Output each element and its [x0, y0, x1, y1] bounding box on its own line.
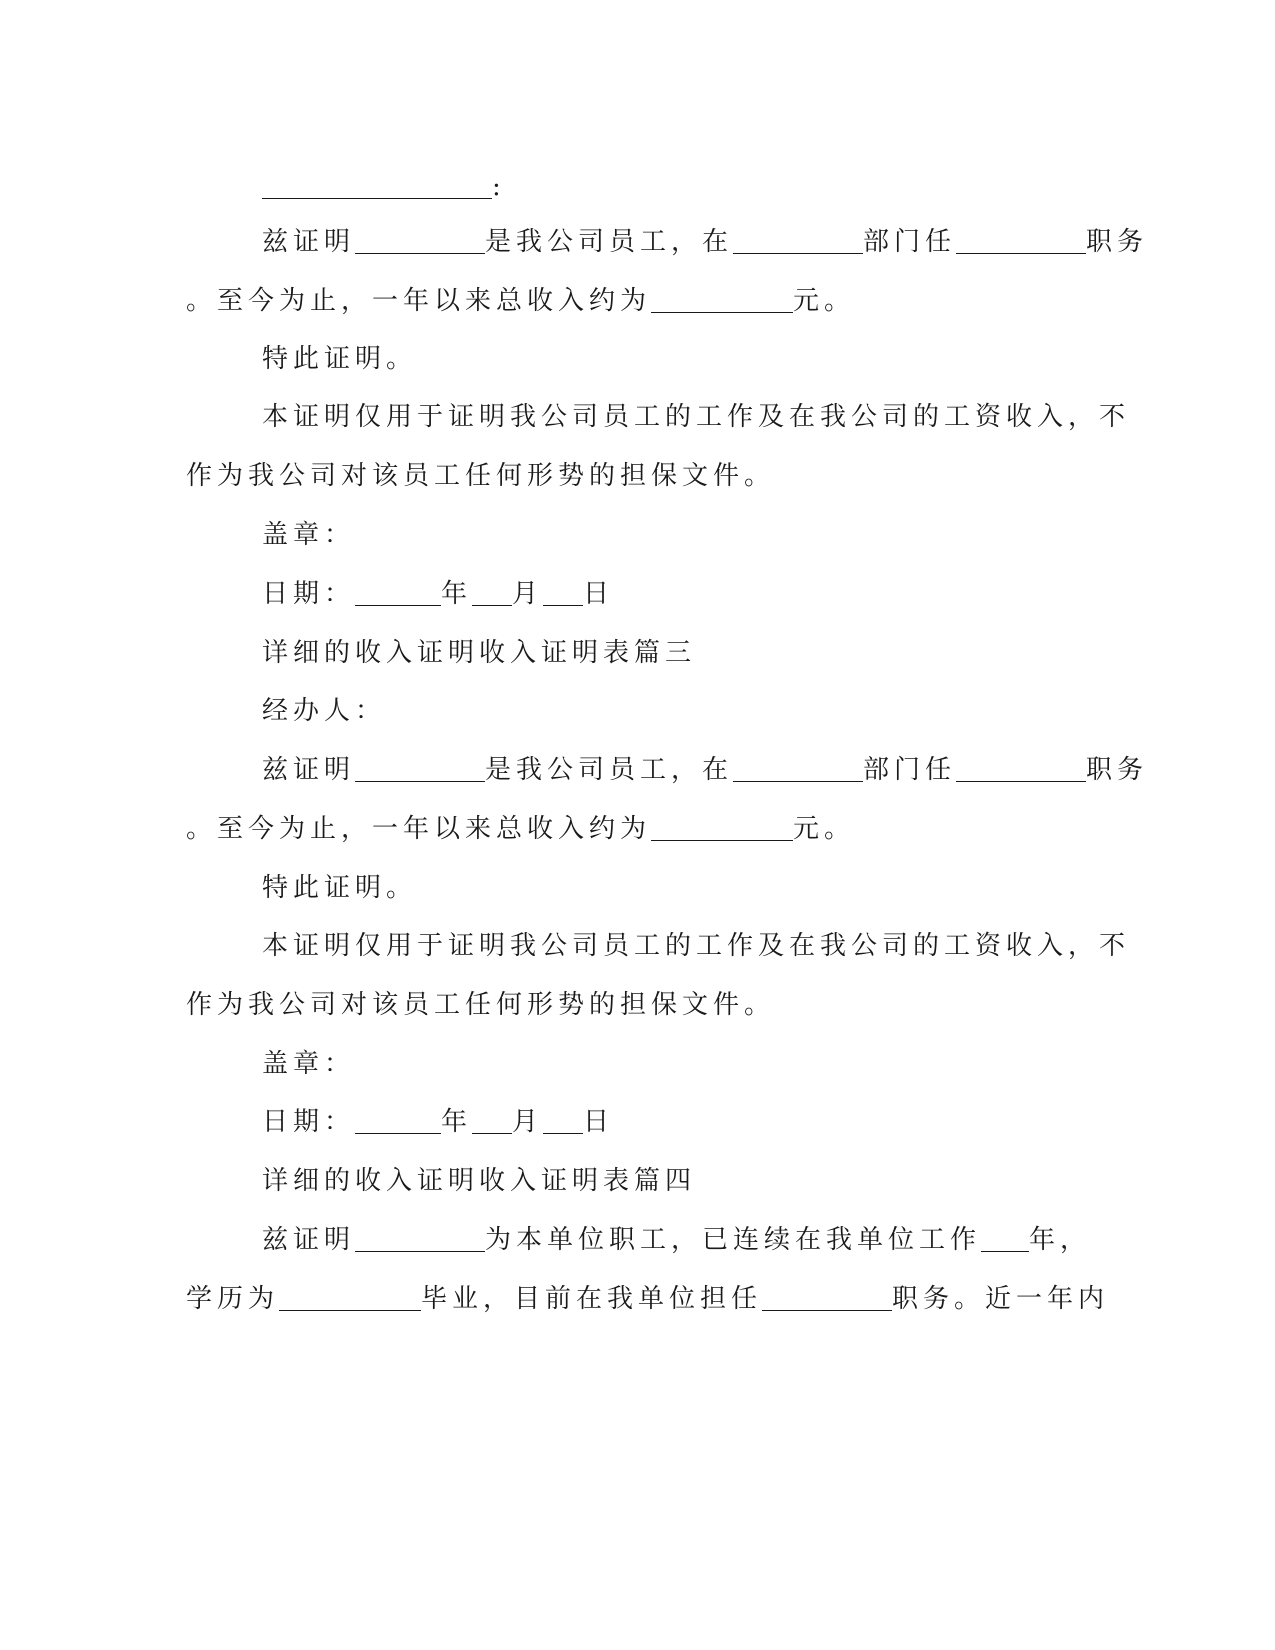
hereby-line: 特此证明。	[262, 344, 418, 374]
disclaimer-line-2: 作为我公司对该员工任何形势的担保文件。	[186, 461, 776, 491]
hereby-line: 特此证明。	[262, 873, 418, 903]
recipient-blank[interactable]	[262, 172, 492, 199]
date-line	[262, 577, 1162, 611]
date-year: 年	[441, 579, 473, 609]
cert-prefix: 兹证明	[262, 755, 356, 785]
employee-name-blank[interactable]	[355, 755, 485, 782]
date-prefix: 日期：	[262, 579, 356, 609]
month-blank[interactable]	[472, 579, 512, 606]
cert-position-end: 职务	[1086, 755, 1149, 785]
income-prefix: 。至今为止，一年以来总收入约为	[186, 814, 652, 844]
date-month: 月	[512, 1107, 544, 1137]
employment-line	[262, 1223, 1162, 1257]
month-blank[interactable]	[472, 1107, 512, 1134]
income-prefix: 。至今为止，一年以来总收入约为	[186, 286, 652, 316]
cert-years: 年，	[1029, 1225, 1092, 1255]
employee-name-blank[interactable]	[355, 1225, 485, 1252]
income-suffix: 元。	[793, 286, 856, 316]
date-line	[262, 1105, 1162, 1139]
income-suffix: 元。	[793, 814, 856, 844]
income-amount-blank[interactable]	[651, 286, 793, 313]
employee-name-blank[interactable]	[355, 227, 485, 254]
day-blank[interactable]	[543, 579, 583, 606]
salutation-colon: :	[492, 172, 506, 202]
cert-unit-employee: 为本单位职工，已连续在我单位工作	[485, 1225, 982, 1255]
position-suffix: 职务。近一年内	[892, 1284, 1110, 1314]
cert-department: 部门任	[863, 227, 957, 257]
salutation-line	[262, 170, 1162, 204]
day-blank[interactable]	[543, 1107, 583, 1134]
education-graduated: 毕业，目前在我单位担任	[421, 1284, 763, 1314]
cert-prefix: 兹证明	[262, 1225, 356, 1255]
date-month: 月	[512, 579, 544, 609]
section-heading-4: 详细的收入证明收入证明表篇四	[262, 1166, 697, 1196]
cert-prefix: 兹证明	[262, 227, 356, 257]
date-day: 日	[583, 1107, 615, 1137]
years-blank[interactable]	[981, 1225, 1029, 1252]
disclaimer-line-2: 作为我公司对该员工任何形势的担保文件。	[186, 990, 776, 1020]
department-blank[interactable]	[733, 755, 863, 782]
position-blank[interactable]	[762, 1284, 892, 1311]
certification-line	[262, 225, 1162, 259]
cert-department: 部门任	[863, 755, 957, 785]
disclaimer-line-1: 本证明仅用于证明我公司员工的工作及在我公司的工资收入，不	[262, 402, 1131, 432]
income-amount-blank[interactable]	[651, 814, 793, 841]
seal-line: 盖章：	[262, 1049, 356, 1079]
position-blank[interactable]	[956, 227, 1086, 254]
seal-line: 盖章：	[262, 520, 356, 550]
education-line	[186, 1282, 1110, 1316]
cert-is-employee: 是我公司员工，在	[485, 755, 734, 785]
education-prefix: 学历为	[186, 1284, 280, 1314]
date-day: 日	[583, 579, 615, 609]
section-heading-3: 详细的收入证明收入证明表篇三	[262, 638, 697, 668]
date-year: 年	[441, 1107, 473, 1137]
education-blank[interactable]	[279, 1284, 421, 1311]
income-line	[186, 812, 1086, 846]
date-prefix: 日期：	[262, 1107, 356, 1137]
cert-position-end: 职务	[1086, 227, 1149, 257]
year-blank[interactable]	[355, 1107, 441, 1134]
department-blank[interactable]	[733, 227, 863, 254]
handler-line: 经办人：	[262, 696, 387, 726]
year-blank[interactable]	[355, 579, 441, 606]
disclaimer-line-1: 本证明仅用于证明我公司员工的工作及在我公司的工资收入，不	[262, 931, 1131, 961]
cert-is-employee: 是我公司员工，在	[485, 227, 734, 257]
certification-line	[262, 753, 1162, 787]
income-line	[186, 284, 1086, 318]
position-blank[interactable]	[956, 755, 1086, 782]
